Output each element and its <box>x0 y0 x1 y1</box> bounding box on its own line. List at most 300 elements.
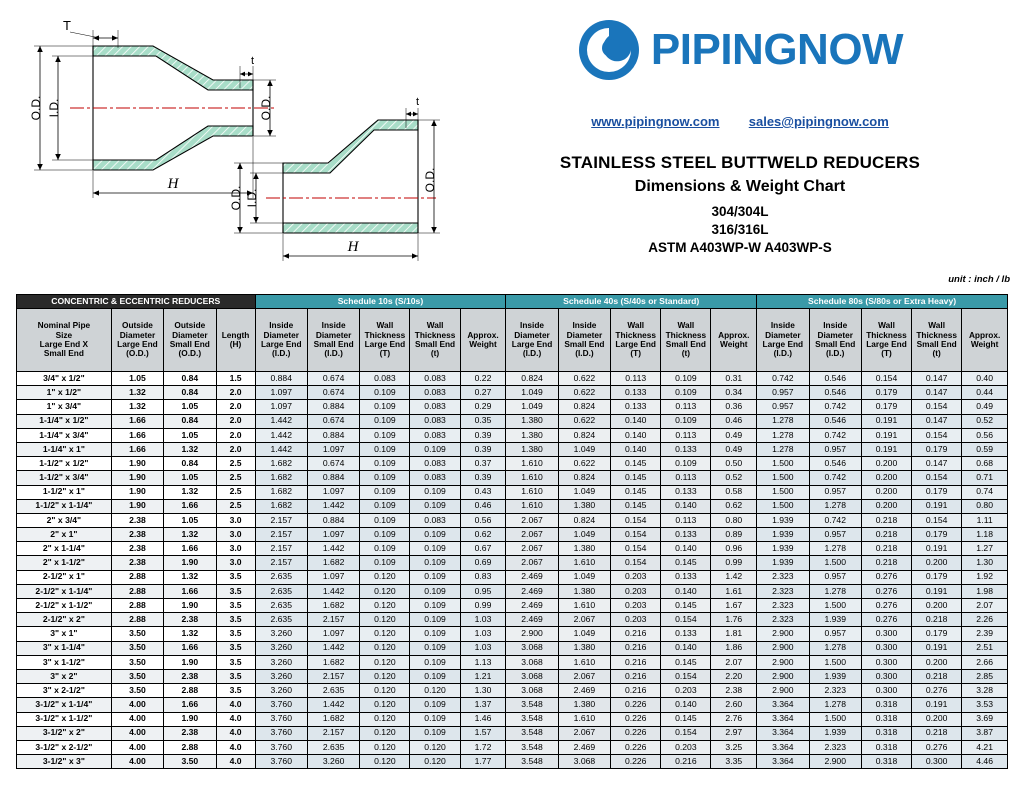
table-row <box>17 457 1008 471</box>
cell-value: 1.097 <box>255 400 307 414</box>
cell-value: 0.226 <box>611 740 661 754</box>
cell-value: 0.200 <box>912 712 962 726</box>
cell-value: 2.900 <box>757 669 809 683</box>
label-od-left-concentric: O.D. <box>29 95 43 121</box>
cell-value: 0.109 <box>410 499 460 513</box>
cell-value: 0.140 <box>611 414 661 428</box>
cell-value: 1.939 <box>809 613 861 627</box>
column-header-16: Wall Thickness Large End (T) <box>861 309 911 372</box>
table-row <box>17 641 1008 655</box>
cell-value: 0.154 <box>912 400 962 414</box>
cell-value: 1.097 <box>307 570 359 584</box>
cell-value: 2.469 <box>558 740 610 754</box>
cell-value: 0.218 <box>861 513 911 527</box>
cell-value: 0.154 <box>611 556 661 570</box>
cell-value: 1.500 <box>809 712 861 726</box>
cell-value: 0.109 <box>410 570 460 584</box>
cell-value: 2.88 <box>111 599 163 613</box>
cell-value: 0.113 <box>661 400 711 414</box>
cell-value: 0.622 <box>558 457 610 471</box>
cell-nominal-size: 3" x 1-1/2" <box>17 655 112 669</box>
cell-value: 0.884 <box>307 513 359 527</box>
cell-value: 2.900 <box>506 627 558 641</box>
cell-value: 2.0 <box>216 442 255 456</box>
cell-value: 0.120 <box>360 570 410 584</box>
cell-value: 0.318 <box>861 740 911 754</box>
cell-value: 1.66 <box>164 584 216 598</box>
cell-value: 0.109 <box>360 528 410 542</box>
cell-value: 0.226 <box>611 712 661 726</box>
cell-value: 1.442 <box>307 584 359 598</box>
reducer-drawings <box>8 8 468 288</box>
cell-value: 1.442 <box>307 641 359 655</box>
cell-value: 2.469 <box>506 613 558 627</box>
cell-value: 0.49 <box>962 400 1008 414</box>
cell-value: 1.61 <box>711 584 757 598</box>
cell-value: 0.884 <box>255 372 307 386</box>
cell-value: 0.179 <box>912 570 962 584</box>
cell-value: 3.364 <box>757 726 809 740</box>
cell-value: 0.218 <box>861 542 911 556</box>
table-body <box>17 372 1008 769</box>
doc-title-line2: Dimensions & Weight Chart <box>634 178 846 195</box>
cell-value: 1.380 <box>558 499 610 513</box>
cell-value: 1.049 <box>506 400 558 414</box>
cell-value: 0.226 <box>611 755 661 769</box>
cell-value: 0.957 <box>809 485 861 499</box>
logo-row <box>470 18 1010 82</box>
cell-value: 0.27 <box>460 386 506 400</box>
cell-value: 0.191 <box>861 442 911 456</box>
circular-swirl-logo-icon <box>577 18 641 82</box>
cell-value: 1.18 <box>962 528 1008 542</box>
cell-value: 2.26 <box>962 613 1008 627</box>
table-row <box>17 556 1008 570</box>
cell-value: 3.5 <box>216 570 255 584</box>
cell-value: 2.900 <box>757 627 809 641</box>
cell-value: 0.191 <box>912 499 962 513</box>
cell-value: 0.147 <box>912 386 962 400</box>
cell-value: 0.109 <box>360 457 410 471</box>
cell-value: 1.42 <box>711 570 757 584</box>
cell-value: 0.109 <box>410 641 460 655</box>
cell-value: 2.067 <box>506 542 558 556</box>
label-od-right-eccentric: O.D. <box>423 167 437 193</box>
cell-value: 2.157 <box>255 513 307 527</box>
cell-value: 1.86 <box>711 641 757 655</box>
cell-value: 0.203 <box>611 599 661 613</box>
cell-value: 0.95 <box>460 584 506 598</box>
table-row <box>17 513 1008 527</box>
cell-value: 0.957 <box>809 442 861 456</box>
cell-value: 2.38 <box>111 528 163 542</box>
cell-value: 2.323 <box>757 570 809 584</box>
cell-value: 0.133 <box>661 627 711 641</box>
cell-value: 3.53 <box>962 698 1008 712</box>
cell-value: 0.140 <box>661 698 711 712</box>
label-h-concentric: H <box>167 176 179 192</box>
table-row <box>17 542 1008 556</box>
cell-value: 3.068 <box>506 641 558 655</box>
cell-value: 0.62 <box>711 499 757 513</box>
cell-value: 3.364 <box>757 755 809 769</box>
astm-spec: ASTM A403WP-W A403WP-S <box>648 240 832 255</box>
cell-value: 0.120 <box>360 684 410 698</box>
table-row <box>17 485 1008 499</box>
cell-value: 0.674 <box>307 457 359 471</box>
cell-value: 0.109 <box>360 471 410 485</box>
cell-value: 1.097 <box>307 442 359 456</box>
cell-value: 0.083 <box>410 414 460 428</box>
cell-value: 3.260 <box>255 655 307 669</box>
table-row <box>17 471 1008 485</box>
cell-value: 3.760 <box>255 755 307 769</box>
cell-value: 1.380 <box>558 584 610 598</box>
cell-value: 1.278 <box>809 542 861 556</box>
cell-value: 2.5 <box>216 499 255 513</box>
cell-value: 0.89 <box>711 528 757 542</box>
cell-value: 2.323 <box>809 740 861 754</box>
grade-304: 304/304L <box>711 204 769 219</box>
cell-value: 1.57 <box>460 726 506 740</box>
cell-value: 1.049 <box>558 485 610 499</box>
cell-value: 0.276 <box>861 613 911 627</box>
cell-nominal-size: 1" x 1/2" <box>17 386 112 400</box>
column-header-15: Inside Diameter Small End (I.D.) <box>809 309 861 372</box>
label-id-left-eccentric: I.D. <box>245 188 259 208</box>
cell-value: 0.109 <box>360 513 410 527</box>
label-id-left-concentric: I.D. <box>47 98 61 118</box>
cell-value: 0.133 <box>661 485 711 499</box>
cell-value: 0.218 <box>861 556 911 570</box>
cell-value: 0.824 <box>558 471 610 485</box>
cell-value: 1.30 <box>962 556 1008 570</box>
website-link[interactable]: www.pipingnow.com <box>591 114 720 129</box>
cell-value: 0.622 <box>558 414 610 428</box>
table-row <box>17 740 1008 754</box>
cell-value: 2.88 <box>111 613 163 627</box>
cell-value: 1.610 <box>558 655 610 669</box>
cell-value: 0.200 <box>912 599 962 613</box>
cell-value: 0.109 <box>410 669 460 683</box>
cell-value: 0.113 <box>661 428 711 442</box>
cell-value: 1.500 <box>809 599 861 613</box>
cell-value: 0.59 <box>962 442 1008 456</box>
cell-value: 0.22 <box>460 372 506 386</box>
cell-value: 0.83 <box>460 570 506 584</box>
cell-value: 1.380 <box>558 698 610 712</box>
cell-value: 0.179 <box>912 627 962 641</box>
cell-value: 1.610 <box>558 712 610 726</box>
cell-value: 3.068 <box>506 655 558 669</box>
group-header-sch80s: Schedule 80s (S/80s or Extra Heavy) <box>757 295 1008 309</box>
cell-value: 2.469 <box>506 570 558 584</box>
cell-value: 0.109 <box>360 485 410 499</box>
cell-value: 0.147 <box>912 457 962 471</box>
cell-value: 1.682 <box>255 485 307 499</box>
cell-nominal-size: 2" x 1-1/4" <box>17 542 112 556</box>
cell-value: 1.380 <box>558 542 610 556</box>
cell-value: 2.60 <box>711 698 757 712</box>
cell-value: 0.84 <box>164 386 216 400</box>
cell-value: 0.742 <box>809 400 861 414</box>
cell-value: 3.548 <box>506 698 558 712</box>
cell-value: 2.0 <box>216 414 255 428</box>
cell-value: 0.218 <box>912 726 962 740</box>
cell-value: 1.610 <box>558 599 610 613</box>
cell-value: 2.067 <box>558 669 610 683</box>
cell-value: 0.120 <box>360 584 410 598</box>
cell-value: 0.674 <box>307 414 359 428</box>
cell-value: 3.69 <box>962 712 1008 726</box>
cell-value: 0.154 <box>912 471 962 485</box>
cell-nominal-size: 1-1/4" x 1" <box>17 442 112 456</box>
cell-value: 0.191 <box>912 698 962 712</box>
cell-value: 0.109 <box>661 457 711 471</box>
cell-value: 4.46 <box>962 755 1008 769</box>
cell-value: 0.154 <box>661 726 711 740</box>
cell-value: 1.049 <box>558 442 610 456</box>
cell-value: 0.34 <box>711 386 757 400</box>
cell-value: 1.442 <box>307 698 359 712</box>
cell-value: 0.083 <box>410 386 460 400</box>
cell-value: 1.049 <box>506 386 558 400</box>
cell-value: 0.203 <box>611 613 661 627</box>
cell-value: 0.35 <box>460 414 506 428</box>
cell-value: 0.140 <box>611 442 661 456</box>
cell-value: 1.03 <box>460 627 506 641</box>
cell-value: 0.109 <box>360 400 410 414</box>
cell-nominal-size: 1" x 3/4" <box>17 400 112 414</box>
cell-value: 1.11 <box>962 513 1008 527</box>
cell-value: 4.0 <box>216 740 255 754</box>
contact-links <box>470 114 1010 129</box>
grade-316: 316/316L <box>711 222 769 237</box>
cell-value: 2.323 <box>757 613 809 627</box>
cell-value: 3.068 <box>558 755 610 769</box>
label-od-left-eccentric: O.D. <box>229 185 243 211</box>
cell-value: 0.120 <box>360 627 410 641</box>
cell-value: 3.760 <box>255 712 307 726</box>
cell-value: 0.216 <box>611 641 661 655</box>
table-head <box>17 295 1008 372</box>
cell-value: 1.682 <box>307 599 359 613</box>
cell-value: 1.097 <box>255 386 307 400</box>
column-header-12: Wall Thickness Small End (t) <box>661 309 711 372</box>
cell-value: 0.46 <box>460 499 506 513</box>
cell-value: 0.200 <box>861 485 911 499</box>
cell-value: 2.635 <box>255 599 307 613</box>
cell-value: 1.66 <box>164 542 216 556</box>
cell-value: 0.083 <box>360 372 410 386</box>
doc-title-line1: STAINLESS STEEL BUTTWELD REDUCERS <box>559 153 921 172</box>
cell-value: 2.38 <box>164 726 216 740</box>
cell-value: 0.36 <box>711 400 757 414</box>
cell-value: 0.546 <box>809 457 861 471</box>
cell-value: 1.90 <box>111 485 163 499</box>
column-header-2: Outside Diameter Small End (O.D.) <box>164 309 216 372</box>
cell-value: 3.50 <box>111 627 163 641</box>
cell-value: 0.109 <box>661 372 711 386</box>
cell-value: 0.120 <box>360 613 410 627</box>
cell-value: 0.109 <box>410 698 460 712</box>
label-t-large-end: T <box>63 18 71 33</box>
cell-value: 1.682 <box>255 471 307 485</box>
cell-value: 3.50 <box>111 641 163 655</box>
cell-value: 0.43 <box>460 485 506 499</box>
cell-value: 3.5 <box>216 627 255 641</box>
cell-value: 0.203 <box>661 740 711 754</box>
cell-nominal-size: 3-1/2" x 2" <box>17 726 112 740</box>
cell-value: 1.682 <box>255 499 307 513</box>
cell-value: 1.67 <box>711 599 757 613</box>
cell-value: 3.5 <box>216 613 255 627</box>
cell-value: 3.35 <box>711 755 757 769</box>
cell-value: 0.109 <box>410 442 460 456</box>
cell-value: 1.76 <box>711 613 757 627</box>
cell-value: 1.92 <box>962 570 1008 584</box>
cell-value: 1.500 <box>757 485 809 499</box>
cell-value: 0.50 <box>711 457 757 471</box>
cell-value: 0.154 <box>661 669 711 683</box>
cell-value: 1.682 <box>307 712 359 726</box>
column-header-row <box>17 309 1008 372</box>
cell-value: 0.957 <box>809 528 861 542</box>
cell-value: 3.548 <box>506 755 558 769</box>
cell-value: 0.742 <box>809 428 861 442</box>
cell-value: 1.32 <box>164 485 216 499</box>
cell-value: 1.66 <box>111 428 163 442</box>
cell-value: 3.760 <box>255 726 307 740</box>
cell-value: 1.442 <box>255 414 307 428</box>
cell-value: 0.96 <box>711 542 757 556</box>
cell-value: 1.500 <box>757 499 809 513</box>
cell-value: 2.07 <box>962 599 1008 613</box>
cell-value: 0.300 <box>861 669 911 683</box>
cell-value: 1.05 <box>164 428 216 442</box>
cell-value: 1.90 <box>164 712 216 726</box>
cell-value: 0.109 <box>360 386 410 400</box>
cell-value: 3.5 <box>216 641 255 655</box>
cell-value: 0.191 <box>861 428 911 442</box>
cell-value: 1.442 <box>307 499 359 513</box>
cell-value: 0.200 <box>912 655 962 669</box>
cell-nominal-size: 3" x 2" <box>17 669 112 683</box>
cell-value: 0.674 <box>307 386 359 400</box>
table-row <box>17 528 1008 542</box>
cell-value: 1.278 <box>809 499 861 513</box>
cell-value: 1.278 <box>757 414 809 428</box>
cell-value: 1.278 <box>809 584 861 598</box>
cell-value: 0.884 <box>307 400 359 414</box>
cell-value: 0.276 <box>861 584 911 598</box>
cell-value: 0.56 <box>460 513 506 527</box>
cell-nominal-size: 1-1/2" x 3/4" <box>17 471 112 485</box>
cell-value: 1.097 <box>307 485 359 499</box>
cell-value: 2.51 <box>962 641 1008 655</box>
cell-value: 0.140 <box>661 584 711 598</box>
cell-value: 1.13 <box>460 655 506 669</box>
cell-value: 0.109 <box>410 627 460 641</box>
group-header-sch40s: Schedule 40s (S/40s or Standard) <box>506 295 757 309</box>
cell-value: 0.113 <box>611 372 661 386</box>
cell-value: 2.469 <box>506 599 558 613</box>
cell-value: 1.90 <box>164 556 216 570</box>
cell-value: 3.260 <box>255 684 307 698</box>
cell-nominal-size: 3-1/2" x 2-1/2" <box>17 740 112 754</box>
label-t-small-end-eccentric: t <box>416 96 420 108</box>
cell-value: 4.0 <box>216 712 255 726</box>
table-row <box>17 712 1008 726</box>
cell-value: 0.824 <box>558 513 610 527</box>
cell-value: 1.610 <box>506 457 558 471</box>
cell-value: 2.0 <box>216 428 255 442</box>
cell-nominal-size: 2" x 3/4" <box>17 513 112 527</box>
cell-value: 3.50 <box>164 755 216 769</box>
cell-value: 2.067 <box>506 513 558 527</box>
cell-value: 3.364 <box>757 712 809 726</box>
cell-value: 2.0 <box>216 386 255 400</box>
cell-value: 0.191 <box>912 584 962 598</box>
cell-value: 0.218 <box>861 528 911 542</box>
cell-nominal-size: 1-1/4" x 1/2" <box>17 414 112 428</box>
cell-value: 3.260 <box>255 669 307 683</box>
cell-value: 0.109 <box>410 528 460 542</box>
column-header-11: Wall Thickness Large End (T) <box>611 309 661 372</box>
cell-value: 0.109 <box>661 386 711 400</box>
cell-value: 0.140 <box>611 428 661 442</box>
cell-value: 0.200 <box>861 457 911 471</box>
cell-value: 2.157 <box>255 556 307 570</box>
cell-value: 1.77 <box>460 755 506 769</box>
cell-value: 2.067 <box>506 556 558 570</box>
cell-nominal-size: 2-1/2" x 1" <box>17 570 112 584</box>
cell-value: 3.5 <box>216 684 255 698</box>
cell-value: 0.120 <box>360 698 410 712</box>
cell-value: 1.72 <box>460 740 506 754</box>
cell-value: 0.120 <box>410 740 460 754</box>
cell-value: 1.682 <box>307 556 359 570</box>
cell-value: 1.05 <box>111 372 163 386</box>
cell-value: 0.109 <box>410 556 460 570</box>
cell-value: 1.500 <box>809 655 861 669</box>
label-h-eccentric: H <box>347 239 359 255</box>
cell-value: 1.610 <box>506 485 558 499</box>
cell-value: 0.300 <box>861 655 911 669</box>
cell-value: 0.145 <box>611 471 661 485</box>
cell-value: 2.635 <box>307 740 359 754</box>
email-link[interactable]: sales@pipingnow.com <box>748 114 889 129</box>
cell-value: 2.157 <box>255 528 307 542</box>
table-row <box>17 669 1008 683</box>
column-header-13: Approx. Weight <box>711 309 757 372</box>
group-header-sch10s: Schedule 10s (S/10s) <box>255 295 506 309</box>
cell-value: 3.068 <box>506 669 558 683</box>
cell-value: 1.682 <box>255 457 307 471</box>
cell-value: 0.203 <box>661 684 711 698</box>
cell-value: 1.27 <box>962 542 1008 556</box>
column-header-10: Inside Diameter Small End (I.D.) <box>558 309 610 372</box>
column-header-5: Inside Diameter Small End (I.D.) <box>307 309 359 372</box>
cell-value: 1.32 <box>164 627 216 641</box>
cell-value: 1.32 <box>111 400 163 414</box>
cell-value: 1.610 <box>506 471 558 485</box>
table-row <box>17 627 1008 641</box>
cell-value: 2.76 <box>711 712 757 726</box>
cell-value: 0.300 <box>861 627 911 641</box>
cell-value: 0.957 <box>757 400 809 414</box>
cell-value: 1.32 <box>164 528 216 542</box>
